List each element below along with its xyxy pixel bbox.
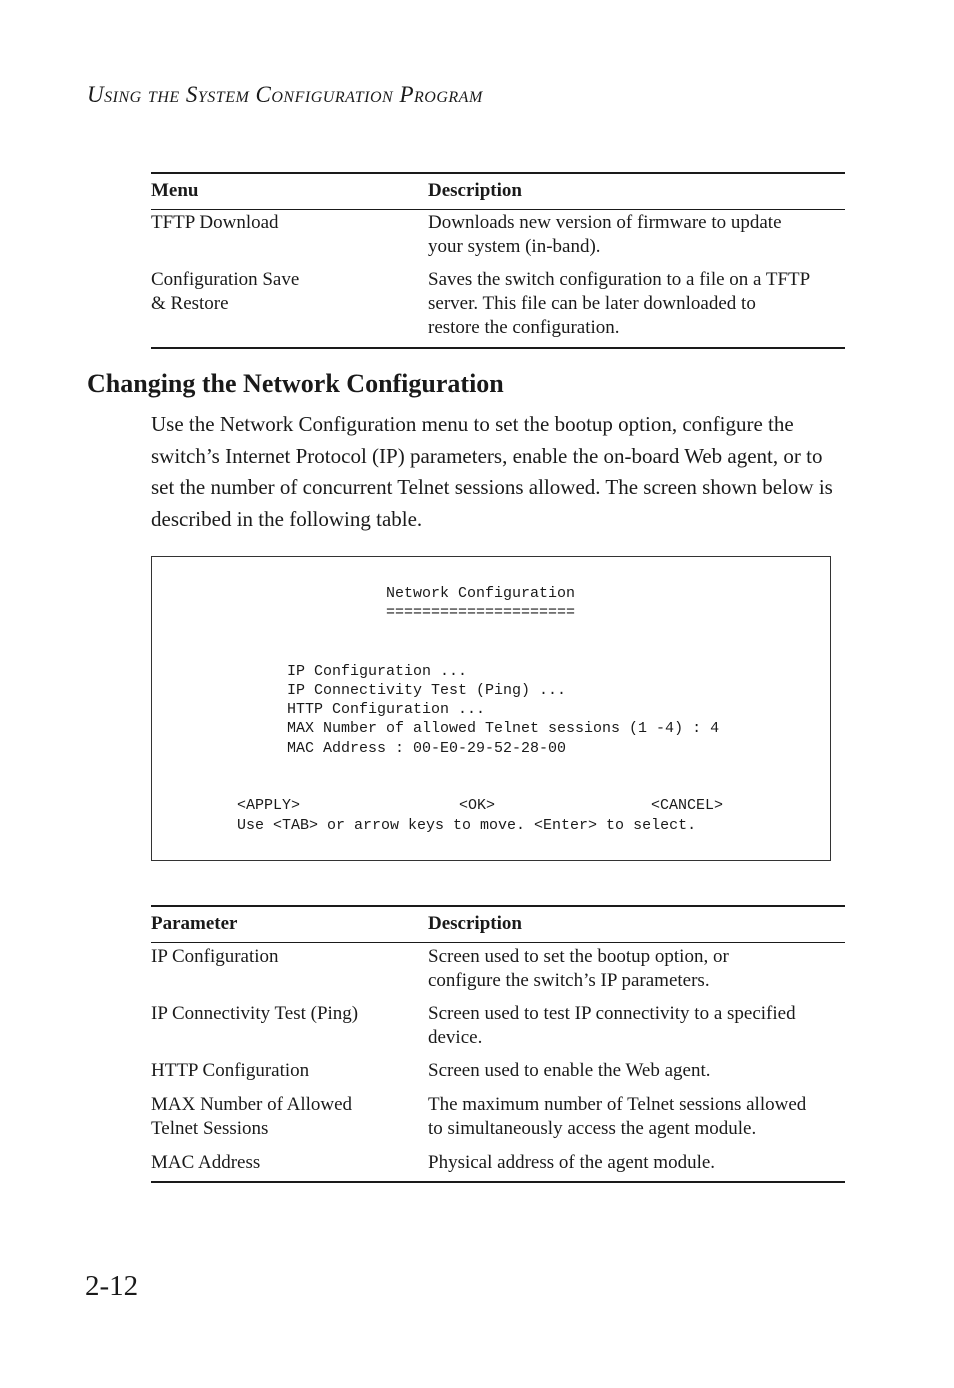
parameter-description-cell	[428, 1093, 845, 1151]
menu-description-cell	[428, 210, 845, 269]
cell-line: your system (in-band).	[428, 236, 601, 257]
running-header: Using the System Configuration Program	[87, 82, 483, 107]
cell-line: The maximum number of Telnet sessions allowed	[428, 1094, 807, 1115]
cell-line: TFTP Download	[151, 212, 279, 233]
cell-line: Screen used to test IP connectivity to a specified	[428, 1003, 796, 1024]
parameter-table-header-row	[151, 906, 845, 943]
cell-line: Physical address of the agent module.	[428, 1152, 716, 1173]
cell-line: to simultaneously access the agent module.	[428, 1118, 757, 1139]
cell-line: HTTP Configuration	[151, 1060, 310, 1081]
menu-item-ip-connectivity-test[interactable]: IP Connectivity Test (Ping) ...	[287, 682, 567, 699]
parameter-name-cell	[151, 1002, 428, 1059]
cell-line: configure the switch’s IP parameters.	[428, 970, 710, 991]
table-row	[151, 210, 845, 269]
description-column-header: Description	[428, 906, 845, 943]
menu-item-mac-address: MAC Address : 00-E0-29-52-28-00	[287, 740, 567, 757]
cell-line: device.	[428, 1027, 483, 1048]
parameter-description-cell	[428, 1151, 845, 1182]
cell-line: Downloads new version of firmware to update	[428, 212, 782, 233]
menu-name-cell	[151, 210, 428, 269]
body-paragraph: Use the Network Configuration menu to set the bootup option, configure the switch’s Internet Protocol (IP) parameters, enable the on-board Web agent, or to set the number of concurrent Telnet sessions allowed. The screen shown below is described in the following table.	[151, 412, 833, 531]
cell-line: Saves the switch configuration to a file on a TFTP	[428, 269, 811, 290]
cell-line: server. This file can be later downloaded to	[428, 293, 756, 314]
menu-name-cell	[151, 268, 428, 348]
parameter-description-cell	[428, 1002, 845, 1059]
apply-button[interactable]: <APPLY>	[237, 797, 301, 814]
menu-item-ip-configuration[interactable]: IP Configuration ...	[287, 663, 468, 680]
ok-button[interactable]: <OK>	[459, 797, 496, 814]
parameter-name-cell	[151, 1151, 428, 1182]
table-row	[151, 1151, 845, 1182]
cell-line: Screen used to set the bootup option, or	[428, 946, 729, 967]
terminal-title-underline: =====================	[386, 604, 576, 621]
menu-column-header: Menu	[151, 173, 428, 210]
parameter-name-cell	[151, 1093, 428, 1151]
cell-line: & Restore	[151, 293, 229, 314]
parameter-column-header: Parameter	[151, 906, 428, 943]
menu-table-header-row	[151, 173, 845, 210]
terminal-title: Network Configuration	[386, 585, 576, 602]
navigation-hint: Use <TAB> or arrow keys to move. <Enter> to select.	[237, 817, 697, 834]
cell-line: IP Configuration	[151, 946, 279, 967]
menu-item-max-telnet-sessions[interactable]: MAX Number of allowed Telnet sessions (1 -4) : 4	[287, 720, 720, 737]
cell-line: Configuration Save	[151, 269, 300, 290]
menu-description-cell	[428, 268, 845, 348]
table-row	[151, 943, 845, 1003]
cell-line: MAC Address	[151, 1152, 261, 1173]
parameter-table	[151, 905, 845, 1183]
cell-line: IP Connectivity Test (Ping)	[151, 1003, 359, 1024]
section-title: Changing the Network Configuration	[87, 369, 504, 398]
parameter-name-cell	[151, 943, 428, 1003]
table-row	[151, 1002, 845, 1059]
page-number: 2-12	[85, 1270, 139, 1302]
cell-line: restore the configuration.	[428, 317, 620, 338]
menu-table	[151, 172, 845, 349]
parameter-name-cell	[151, 1059, 428, 1093]
cancel-button[interactable]: <CANCEL>	[651, 797, 724, 814]
description-column-header: Description	[428, 173, 845, 210]
terminal-screen	[151, 556, 831, 861]
cell-line: Screen used to enable the Web agent.	[428, 1060, 711, 1081]
parameter-description-cell	[428, 943, 845, 1003]
table-row	[151, 268, 845, 348]
cell-line: MAX Number of Allowed	[151, 1094, 353, 1115]
cell-line: Telnet Sessions	[151, 1118, 269, 1139]
parameter-description-cell	[428, 1059, 845, 1093]
menu-item-http-configuration[interactable]: HTTP Configuration ...	[287, 701, 486, 718]
table-row	[151, 1093, 845, 1151]
table-row	[151, 1059, 845, 1093]
